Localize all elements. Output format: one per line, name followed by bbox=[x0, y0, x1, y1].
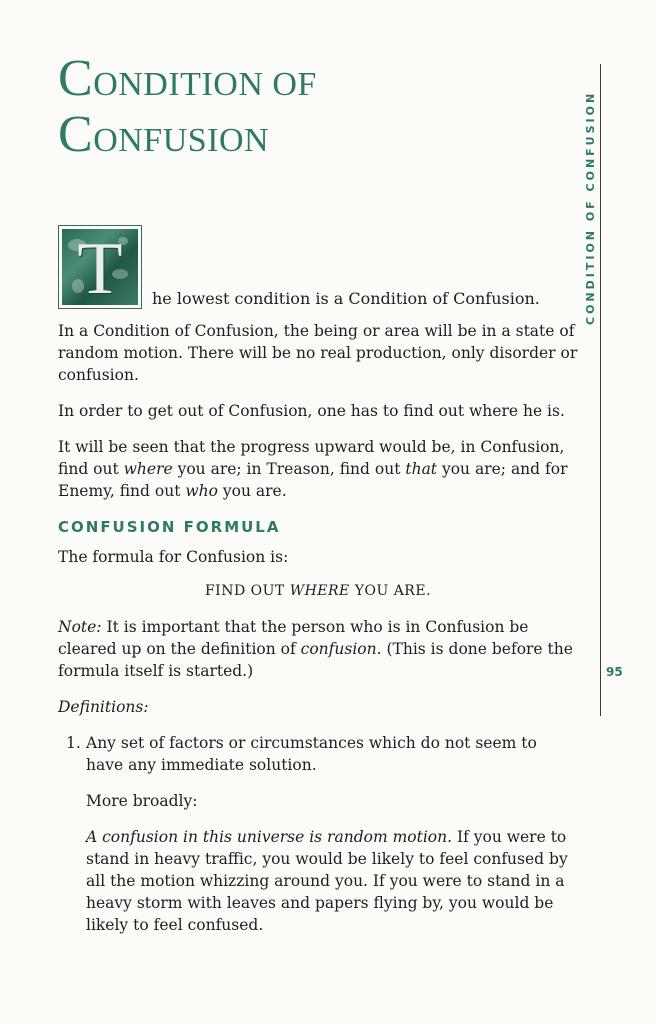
definition-number: 1. bbox=[66, 734, 81, 752]
definition-text: Any set of factors or circumstances which do not seem to have any immediate solution. bbox=[86, 734, 537, 774]
first-line: he lowest condition is a Condition of Confusion. bbox=[152, 289, 540, 308]
section-heading: CONFUSION FORMULA bbox=[58, 518, 281, 536]
note-paragraph: Note: It is important that the person who is in Confusion be cleared up on the definition of confusion. (This is done before the formula itself is started.) bbox=[58, 618, 573, 680]
page-number: 95 bbox=[606, 665, 623, 679]
paragraph-3: It will be seen that the progress upward would be, in Confusion, find out where you are; in Treason, find out that you are; and for Enemy, find out who you are. bbox=[58, 438, 568, 500]
formula: FIND OUT WHERE YOU ARE. bbox=[204, 583, 432, 599]
drop-cap-letter: T bbox=[77, 229, 123, 305]
body-text bbox=[58, 320, 578, 950]
formula-intro: The formula for Confusion is: bbox=[58, 548, 289, 566]
drop-cap-illustration bbox=[58, 225, 142, 309]
paragraph-2: In order to get out of Confusion, one has to find out where he is. bbox=[58, 402, 565, 420]
definitions-label: Definitions: bbox=[58, 698, 149, 716]
more-broadly: More broadly: bbox=[86, 792, 198, 810]
title-line-1: CONDITION OF bbox=[58, 50, 317, 107]
drop-cap-background bbox=[62, 229, 138, 305]
definition-item bbox=[58, 732, 578, 776]
title-line-2: CONFUSION bbox=[58, 106, 270, 163]
page-title bbox=[58, 50, 317, 166]
final-paragraph: A confusion in this universe is random motion. If you were to stand in heavy traffic, you would be likely to feel confused by all the motion whizzing around you. If you were to stand in a heavy storm with leaves and papers flying by, you would be likely to feel confused. bbox=[86, 828, 568, 934]
side-rule-divider bbox=[600, 64, 601, 716]
paragraph-1: In a Condition of Confusion, the being or area will be in a state of random motion. There will be no real production, only disorder or confusion. bbox=[58, 322, 578, 384]
running-header: CONDITION OF CONFUSION bbox=[584, 90, 597, 325]
